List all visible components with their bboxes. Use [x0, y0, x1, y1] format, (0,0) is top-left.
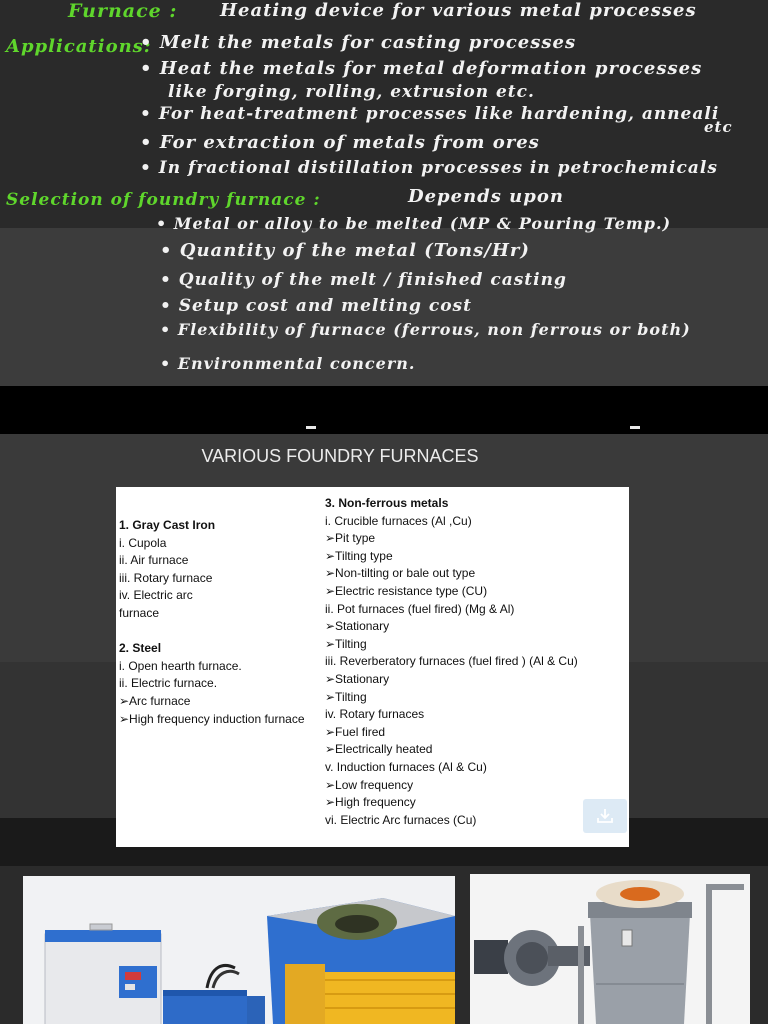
- crucible-furnace-photo: [470, 874, 750, 1024]
- furnace-list-item: ➢High frequency induction furnace: [119, 711, 305, 726]
- furnace-list-item: iii. Reverberatory furnaces (fuel fired ) (Al & Cu): [325, 654, 578, 669]
- separator-band: [0, 386, 768, 434]
- selection-item: • Setup cost and melting cost: [160, 296, 472, 316]
- furnace-list-item: vi. Electric Arc furnaces (Cu): [325, 812, 477, 827]
- furnace-list-item: ➢Stationary: [325, 619, 390, 634]
- application-item: • Melt the metals for casting processes: [140, 32, 577, 53]
- application-item: etc: [704, 118, 733, 136]
- furnace-list-item: ➢High frequency: [325, 795, 416, 810]
- furnace-list-item: i. Crucible furnaces (Al ,Cu): [325, 513, 472, 528]
- furnace-list-item: furnace: [119, 606, 160, 620]
- furnace-list-item: ➢Electrically heated: [325, 742, 433, 757]
- applications-label: Applications:: [6, 36, 152, 57]
- section-heading: 1. Gray Cast Iron: [119, 518, 216, 532]
- selection-item: • Environmental concern.: [160, 354, 416, 373]
- download-icon: [596, 808, 614, 824]
- slide-title: VARIOUS FOUNDRY FURNACES: [201, 446, 479, 466]
- selection-item: • Metal or alloy to be melted (MP & Pouring Temp.): [156, 214, 672, 233]
- furnace-label: Furnace :: [68, 0, 178, 22]
- furnace-list-item: ii. Pot furnaces (fuel fired) (Mg & Al): [325, 601, 515, 616]
- furnace-list-item: iv. Electric arc: [119, 588, 193, 603]
- furnace-list-item: ➢Low frequency: [325, 777, 414, 792]
- chalk-mark: [306, 426, 316, 429]
- furnace-list-item: ➢Arc furnace: [119, 694, 191, 708]
- furnace-list-item: ➢Pit type: [325, 531, 376, 546]
- furnace-list-item: ➢Tilting type: [325, 548, 393, 563]
- furnace-list-card: [116, 487, 629, 847]
- furnace-list-item: ➢Tilting: [325, 636, 367, 651]
- application-item: like forging, rolling, extrusion etc.: [168, 82, 535, 102]
- furnace-list-item: iv. Rotary furnaces: [325, 707, 425, 722]
- chalk-mark: [630, 426, 640, 429]
- furnace-list-item: ii. Air furnace: [119, 553, 189, 568]
- furnace-list-item: ii. Electric furnace.: [119, 676, 218, 691]
- selection-item: • Quality of the melt / finished casting: [160, 270, 567, 290]
- selection-intro: Depends upon: [408, 186, 564, 207]
- application-item: • For heat-treatment processes like hardening, anneali: [140, 104, 720, 124]
- furnace-list-item: ➢Electric resistance type (CU): [325, 584, 488, 598]
- section-heading: 3. Non-ferrous metals: [325, 496, 449, 510]
- induction-furnace-photo: [23, 876, 455, 1024]
- handwritten-notes: [0, 0, 768, 386]
- application-item: • Heat the metals for metal deformation processes: [140, 58, 703, 79]
- furnace-list-item: ➢Fuel fired: [325, 724, 386, 739]
- selection-label: Selection of foundry furnace :: [6, 190, 321, 210]
- furnace-list-item: ➢Non-tilting or bale out type: [325, 566, 476, 581]
- furnace-list-item: iii. Rotary furnace: [119, 570, 213, 585]
- section-heading: 2. Steel: [119, 641, 162, 656]
- selection-item: • Quantity of the metal (Tons/Hr): [160, 240, 530, 261]
- furnace-list-item: ➢Tilting: [325, 689, 367, 704]
- selection-item: • Flexibility of furnace (ferrous, non ferrous or both): [160, 320, 691, 339]
- application-item: • For extraction of metals from ores: [140, 132, 540, 153]
- furnace-list-item: ➢Stationary: [325, 672, 390, 686]
- application-item: • In fractional distillation processes in petrochemicals: [140, 158, 718, 178]
- furnace-list-item: i. Open hearth furnace.: [119, 658, 242, 673]
- furnace-list-item: v. Induction furnaces (Al & Cu): [325, 760, 487, 774]
- download-button[interactable]: [583, 799, 627, 833]
- furnace-list-item: i. Cupola: [119, 535, 167, 550]
- furnace-definition: Heating device for various metal processes: [220, 0, 697, 21]
